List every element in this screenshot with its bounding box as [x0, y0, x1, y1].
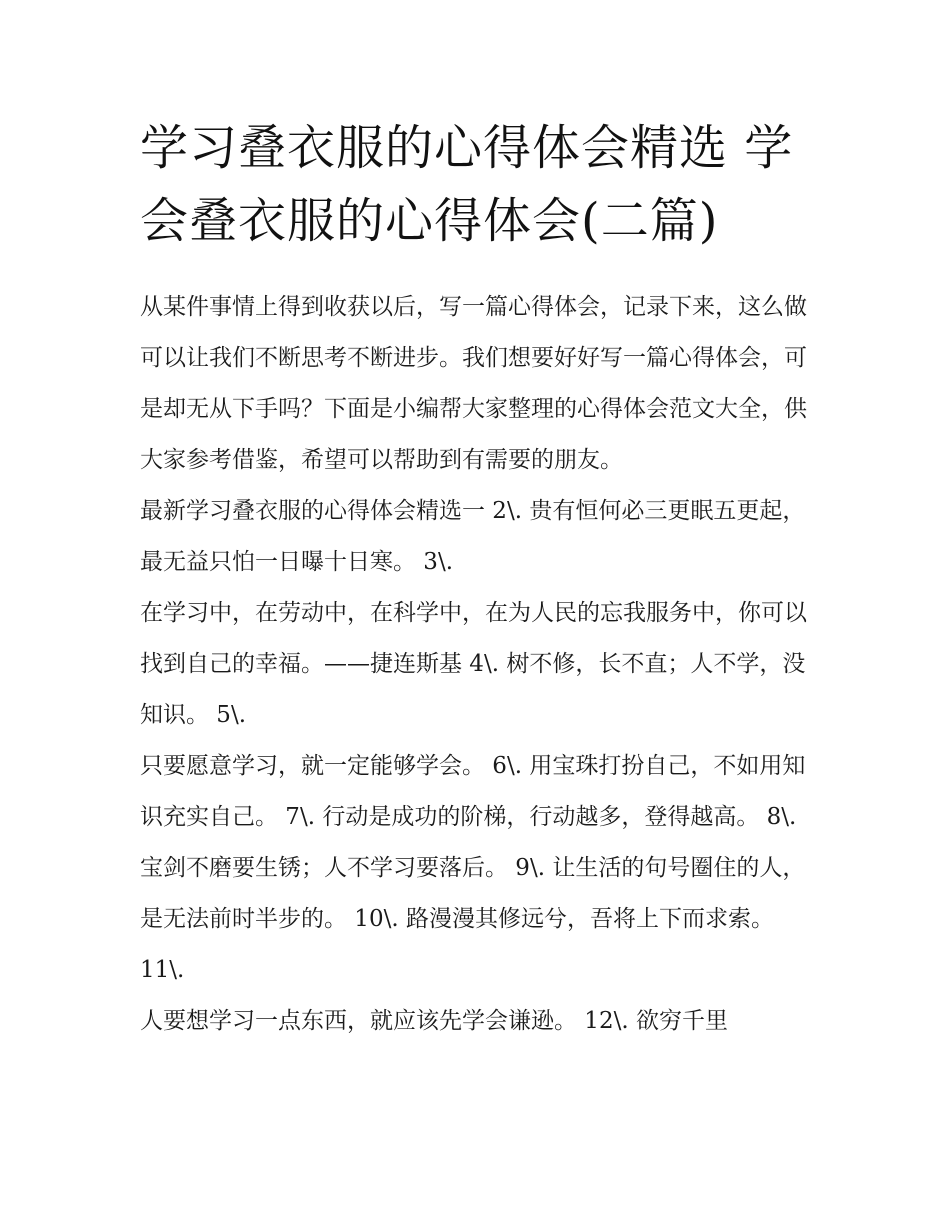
paragraph-quote-3: 在学习中，在劳动中，在科学中，在为人民的忘我服务中，你可以找到自己的幸福。——捷连斯基 4\. 树不修，长不直；人不学，没知识。 5\.: [140, 600, 807, 728]
paragraph-quote-2: 最新学习叠衣服的心得体会精选一 2\. 贵有恒何必三更眠五更起，最无益只怕一日曝十日寒。 3\.: [140, 498, 806, 575]
document-body: [140, 282, 820, 1047]
document-title: 学习叠衣服的心得体会精选 学会叠衣服的心得体会(二篇): [140, 120, 794, 249]
paragraph-quote-5: 只要愿意学习，就一定能够学会。 6\. 用宝珠打扮自己，不如用知识充实自己。 7\. 行动是成功的阶梯，行动越多，登得越高。 8\.: [140, 753, 806, 830]
paragraph-intro: 从某件事情上得到收获以后，写一篇心得体会，记录下来，这么做可以让我们不断思考不断进步。我们想要好好写一篇心得体会，可是却无从下手吗？下面是小编帮大家整理的心得体会范文大全，供大家参考借鉴，希望可以帮助到有需要的朋友。: [140, 294, 807, 473]
paragraph-quote-8: 宝剑不磨要生锈；人不学习要落后。 9\. 让生活的句号圈住的人，是无法前时半步的。 10\. 路漫漫其修远兮，吾将上下而求索。 11\.: [140, 855, 806, 983]
paragraph-quote-11: 人要想学习一点东西，就应该先学会谦逊。 12\. 欲穷千里: [140, 1008, 728, 1034]
